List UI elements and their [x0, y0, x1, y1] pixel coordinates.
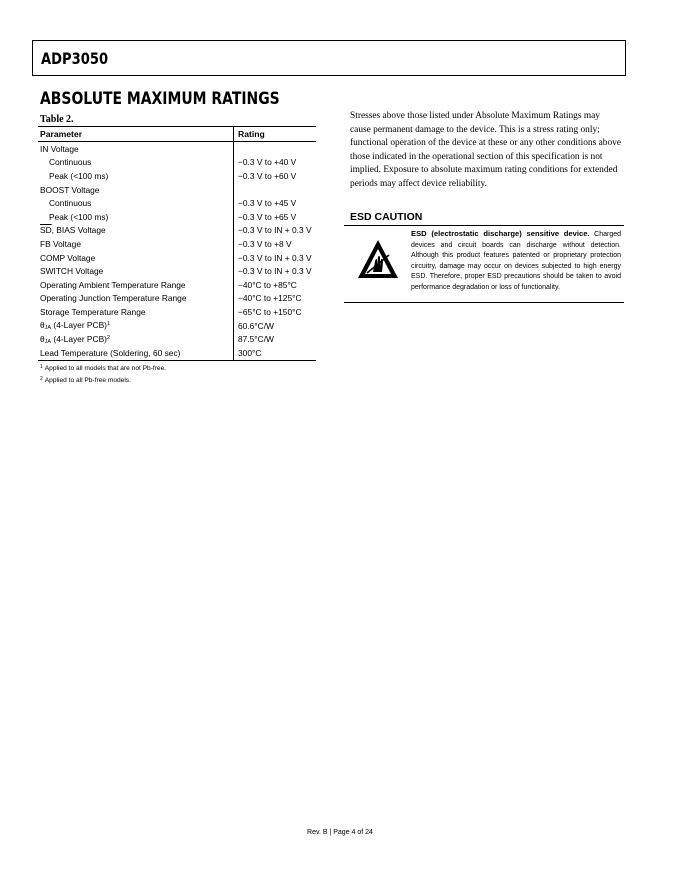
theta-symbol: θ [40, 333, 45, 344]
parameter-cell: Continuous [49, 198, 92, 209]
rating-cell: −0.3 V to +60 V [234, 169, 317, 183]
rating-cell: 60.6°C/W [234, 319, 317, 333]
rating-cell: −40°C to +85°C [234, 278, 317, 292]
parameter-cell: Operating Junction Temperature Range [40, 293, 187, 304]
table-row [38, 196, 316, 210]
parameter-cell [38, 332, 234, 346]
table-row [38, 319, 316, 333]
ratings-table [38, 126, 316, 361]
footnote-ref: 1 [106, 321, 111, 328]
footnotes [40, 362, 166, 386]
stress-paragraph: Stresses above those listed under Absolute Maximum Ratings may cause permanent damage to the device. This is a stress rating only; functional operation of the device at these or any other conditions above those indicated in the operational section of this specification is not implied. Exposure to absolute maximum rating conditions for extended periods may affect device reliability. [350, 111, 622, 189]
footnote-ref: 2 [106, 334, 111, 341]
rating-cell: −0.3 V to IN + 0.3 V [234, 264, 317, 278]
rating-cell: −40°C to +125°C [234, 292, 317, 306]
esd-lead: ESD (electrostatic discharge) sensitive device. [411, 229, 590, 238]
table-row [38, 142, 316, 156]
table-row [38, 210, 316, 224]
parameter-cell [38, 319, 234, 333]
table-row [38, 237, 316, 251]
parameter-cell: FB Voltage [40, 238, 81, 249]
parameter-cell: BOOST Voltage [40, 184, 100, 195]
parameter-text: , BIAS Voltage [51, 225, 106, 236]
rating-cell: 300°C [234, 346, 317, 360]
table-row [38, 305, 316, 319]
parameter-cell: IN Voltage [40, 143, 79, 154]
table-row [38, 156, 316, 170]
table-row [38, 346, 316, 360]
parameter-cell: Storage Temperature Range [40, 306, 146, 317]
rating-cell: −65°C to +150°C [234, 305, 317, 319]
rating-cell: −0.3 V to IN + 0.3 V [234, 251, 317, 265]
parameter-cell: Continuous [49, 157, 92, 168]
table-row [38, 264, 316, 278]
esd-body: Charged devices and circuit boards can discharge without detection. Although this product features patented or proprietary protection circuitry, damage may occur on devices subjected to high energy ESD. Therefore, proper ESD precautions should be taken to avoid performance degradation or loss of functionality. [411, 231, 621, 291]
esd-caution-text [411, 229, 621, 294]
footnote-text: Applied to all models that are not Pb-free. [44, 365, 167, 372]
rating-cell: −0.3 V to +8 V [234, 237, 317, 251]
parameter-cell [38, 224, 234, 238]
table-row [38, 183, 316, 197]
parameter-cell: Lead Temperature (Soldering, 60 sec) [38, 346, 234, 360]
page-footer: Rev. B | Page 4 of 24 [307, 829, 373, 836]
esd-caution-box [344, 225, 624, 303]
footnote [40, 374, 166, 386]
section-title: ABSOLUTE MAXIMUM RATINGS [40, 89, 280, 109]
rating-cell [234, 183, 317, 197]
part-number: ADP3050 [41, 49, 109, 68]
rating-cell: −0.3 V to +45 V [234, 196, 317, 210]
parameter-cell: SWITCH Voltage [40, 266, 104, 277]
rating-cell: −0.3 V to +65 V [234, 210, 317, 224]
table-row [38, 224, 316, 238]
table-row [38, 332, 316, 346]
footnote-text: Applied to all Pb-free models. [44, 377, 131, 384]
rating-header: Rating [234, 127, 317, 142]
parameter-cell: Peak (<100 ms) [49, 211, 109, 222]
rating-cell [234, 142, 317, 156]
footnote-mark: 1 [40, 364, 43, 370]
table-caption: Table 2. [40, 114, 74, 125]
parameter-text: (4-Layer PCB) [51, 333, 107, 344]
table-row [38, 251, 316, 265]
esd-warning-icon [356, 238, 400, 282]
footnote-mark: 2 [40, 376, 43, 382]
table-row [38, 278, 316, 292]
rating-cell: −0.3 V to +40 V [234, 156, 317, 170]
esd-heading: ESD CAUTION [350, 211, 423, 223]
subscript: JA [44, 325, 52, 332]
table-header-row [38, 127, 316, 142]
parameter-cell: Peak (<100 ms) [49, 170, 109, 181]
parameter-header: Parameter [38, 127, 234, 142]
parameter-cell: COMP Voltage [40, 252, 96, 263]
subscript: JA [44, 338, 52, 345]
rating-cell: 87.5°C/W [234, 332, 317, 346]
parameter-cell: Operating Ambient Temperature Range [40, 279, 186, 290]
header-box [32, 40, 626, 76]
parameter-text: (4-Layer PCB) [51, 320, 107, 331]
overlined-pin-name: $\overline{SD}$ [40, 225, 52, 236]
table-row [38, 169, 316, 183]
theta-symbol: θ [40, 320, 45, 331]
rating-cell: −0.3 V to IN + 0.3 V [234, 224, 317, 238]
footnote [40, 362, 166, 374]
table-row [38, 292, 316, 306]
